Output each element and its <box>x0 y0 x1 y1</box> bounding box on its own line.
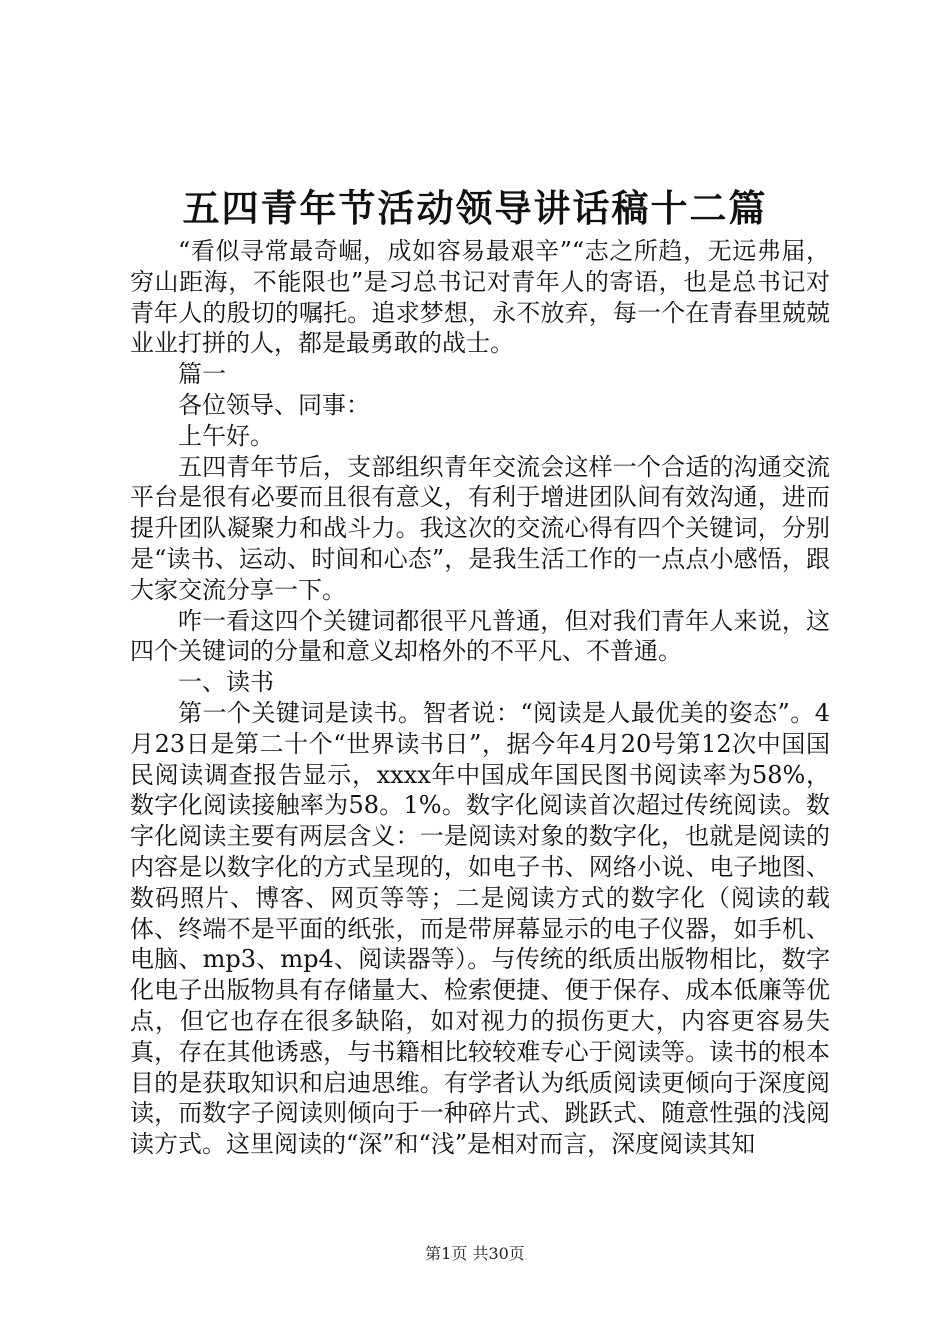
salutation: 各位领导、同事： <box>178 390 370 419</box>
document-body <box>130 236 830 1160</box>
document-title: 五四青年节活动领导讲话稿十二篇 <box>182 186 768 230</box>
paragraph-exchange-meeting: 五四青年节后，支部组织青年交流会这样一个合适的沟通交流平台是很有必要而且很有意义，有利于增进团队间有效沟通，进而提升团队凝聚力和战斗力。我这次的交流心得有四个关键词，分别是“读书、运动、时间和心态”，是我生活工作的一点点小感悟，跟大家交流分享一下。 <box>130 452 830 604</box>
page-footer: 第1页 共30页 <box>425 1244 525 1263</box>
paragraph-reading: 第一个关键词是读书。智者说：“阅读是人最优美的姿态”。4月23日是第二十个“世界读书日”，据今年4月20号第12次中国国民阅读调查报告显示，xxxx年中国成年国民图书阅读率为58%，数字化阅读接触率为58。1%。数字化阅读首次超过传统阅读。数字化阅读主要有两层含义：一是阅读对象的数字化，也就是阅读的内容是以数字化的方式呈现的，如电子书、网络小说、电子地图、数码照片、博客、网页等等；二是阅读方式的数字化（阅读的载体、终端不是平面的纸张，而是带屏幕显示的电子仪器，如手机、电脑、mp3、mp4、阅读器等）。与传统的纸质出版物相比，数字化电子出版物具有存储量大、检索便捷、便于保存、成本低廉等优点，但它也存在很多缺陷，如对视力的损伤更大，内容更容易失真，存在其他诱惑，与书籍相比较较难专心于阅读等。读书的根本目的是获取知识和启迪思维。有学者认为纸质阅读更倾向于深度阅读，而数字子阅读则倾向于一种碎片式、跳跃式、随意性强的浅阅读方式。这里阅读的“深”和“浅”是相对而言，深度阅读其知 <box>130 698 830 1159</box>
section-label-piece-one: 篇一 <box>178 360 226 389</box>
paragraph-keywords: 咋一看这四个关键词都很平凡普通，但对我们青年人来说，这四个关键词的分量和意义却格外的不平凡、不普通。 <box>130 606 830 666</box>
paragraph-intro: “看似寻常最奇崛，成如容易最艰辛”“志之所趋，无远弗届，穷山距海，不能限也”是习总书记对青年人的寄语，也是总书记对青年人的殷切的嘱托。追求梦想，永不放弃，每一个在青春里兢兢业业打拼的人，都是最勇敢的战士。 <box>130 237 830 358</box>
section-heading-reading: 一、读书 <box>178 668 274 697</box>
greeting: 上午好。 <box>178 421 274 450</box>
